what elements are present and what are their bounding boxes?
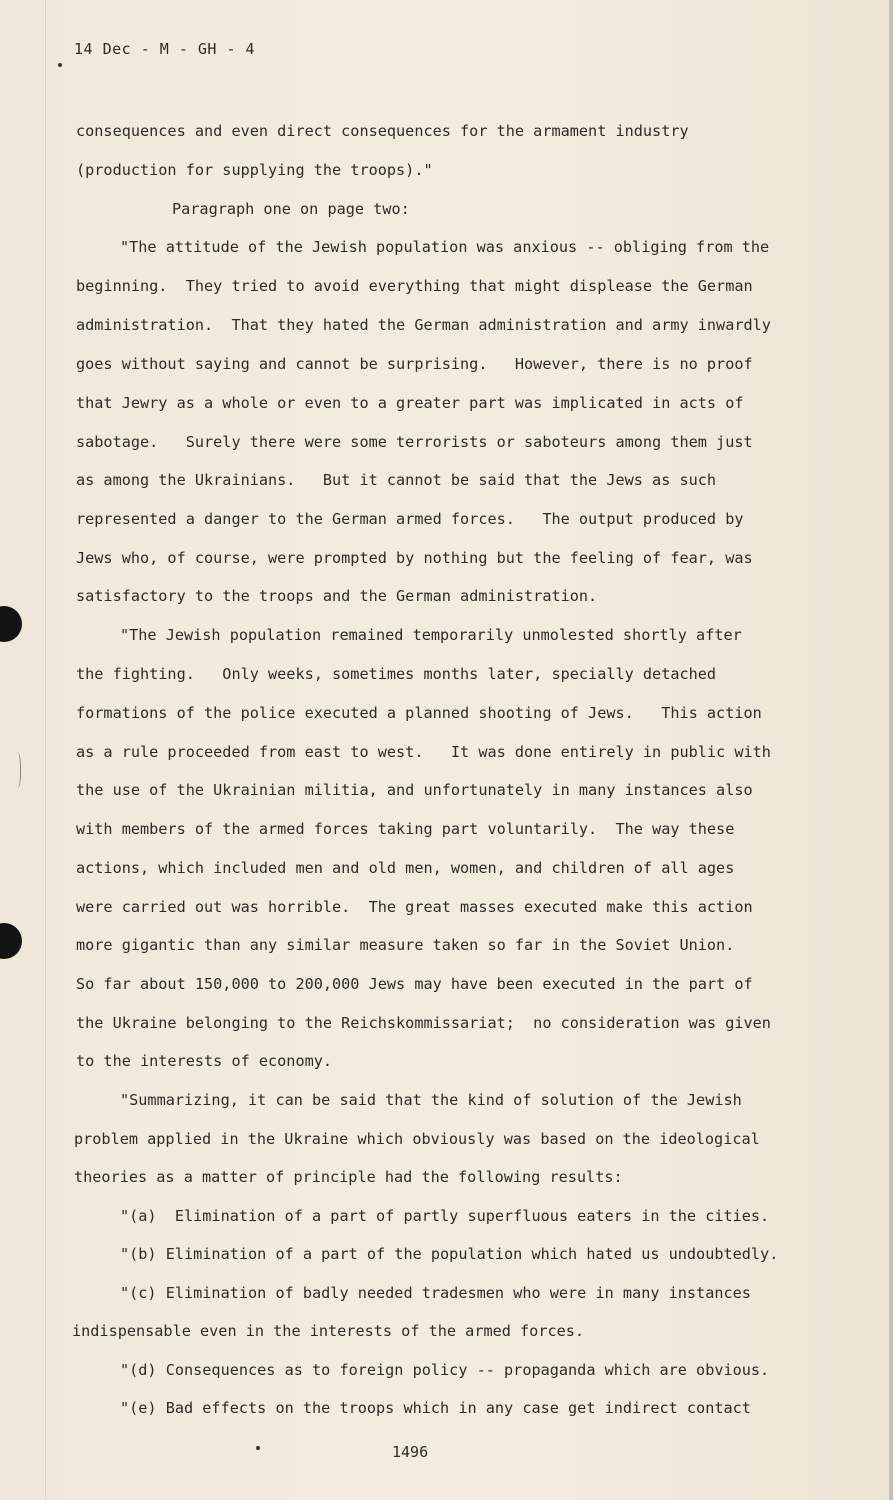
text-line: formations of the police executed a planned shooting of Jews. This action [76, 704, 762, 722]
text-line: actions, which included men and old men, women, and children of all ages [76, 859, 735, 877]
text-line: administration. That they hated the German administration and army inwardly [76, 316, 771, 334]
text-line: satisfactory to the troops and the German administration. [76, 587, 598, 605]
text-line: the fighting. Only weeks, sometimes months later, specially detached [76, 665, 717, 683]
text-line: "(a) Elimination of a part of partly superfluous eaters in the cities. [120, 1207, 770, 1225]
text-line: problem applied in the Ukraine which obviously was based on the ideological [74, 1130, 760, 1148]
text-line: the use of the Ukrainian militia, and unfortunately in many instances also [76, 781, 753, 799]
text-line: "(b) Elimination of a part of the population which hated us undoubtedly. [120, 1245, 779, 1263]
punch-hole [0, 923, 22, 959]
text-line: "(c) Elimination of badly needed tradesmen who were in many instances [120, 1284, 751, 1302]
text-line: "(e) Bad effects on the troops which in any case get indirect contact [120, 1399, 751, 1417]
text-line: represented a danger to the German armed forces. The output produced by [76, 510, 744, 528]
text-line: the Ukraine belonging to the Reichskommissariat; no consideration was given [76, 1014, 771, 1032]
text-line: to the interests of economy. [76, 1052, 333, 1070]
text-line: that Jewry as a whole or even to a greater part was implicated in acts of [76, 394, 744, 412]
text-line: So far about 150,000 to 200,000 Jews may have been executed in the part of [76, 975, 753, 993]
text-line: goes without saying and cannot be surprising. However, there is no proof [76, 355, 753, 373]
punch-hole [0, 606, 22, 642]
page-edge [889, 0, 893, 1500]
text-line: "The attitude of the Jewish population was anxious -- obliging from the [120, 238, 770, 256]
pencil-mark [12, 752, 21, 788]
text-line: "Summarizing, it can be said that the kind of solution of the Jewish [120, 1091, 742, 1109]
text-line: more gigantic than any similar measure taken so far in the Soviet Union. [76, 936, 735, 954]
page-number: 1496 [392, 1443, 429, 1461]
ink-dot [58, 63, 62, 67]
text-line: were carried out was horrible. The great masses executed make this action [76, 898, 753, 916]
text-line: as a rule proceeded from east to west. It was done entirely in public with [76, 743, 771, 761]
text-line: Jews who, of course, were prompted by nothing but the feeling of fear, was [76, 549, 753, 567]
text-line: theories as a matter of principle had the following results: [74, 1168, 623, 1186]
text-line: "The Jewish population remained temporarily unmolested shortly after [120, 626, 742, 644]
text-line: with members of the armed forces taking part voluntarily. The way these [76, 820, 735, 838]
text-line: consequences and even direct consequences for the armament industry [76, 122, 689, 140]
text-line: "(d) Consequences as to foreign policy -- propaganda which are obvious. [120, 1361, 770, 1379]
text-line: Paragraph one on page two: [172, 200, 410, 218]
margin-line [45, 0, 46, 1500]
text-line: indispensable even in the interests of the armed forces. [72, 1322, 585, 1340]
ink-dot [256, 1446, 260, 1450]
page-header: 14 Dec - M - GH - 4 [74, 40, 256, 58]
text-line: sabotage. Surely there were some terrorists or saboteurs among them just [76, 433, 753, 451]
text-line: beginning. They tried to avoid everything that might displease the German [76, 277, 753, 295]
text-line: as among the Ukrainians. But it cannot be said that the Jews as such [76, 471, 717, 489]
text-line: (production for supplying the troops)." [76, 161, 433, 179]
